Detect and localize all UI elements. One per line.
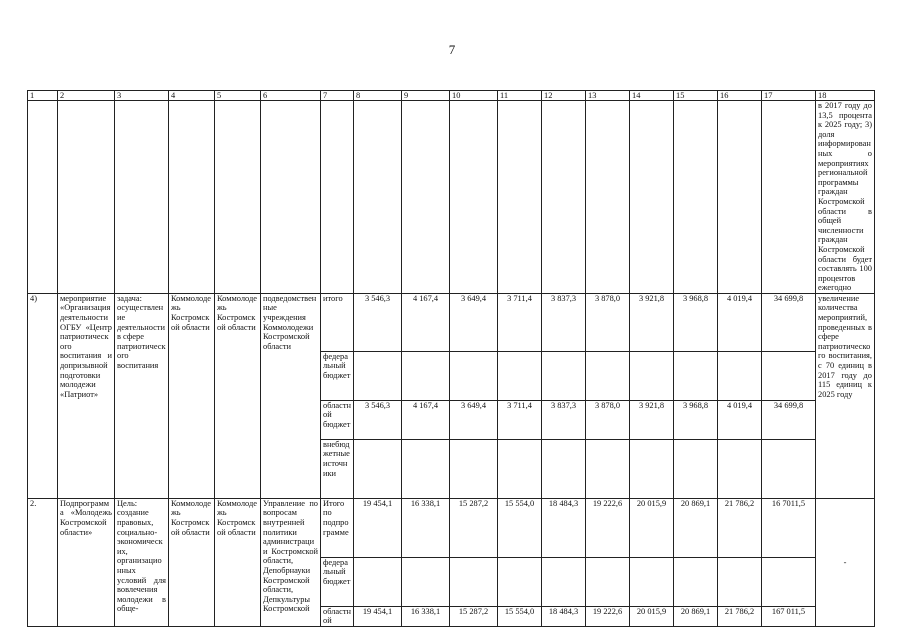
column-number-row — [28, 91, 875, 101]
goal-description: Цель: создание правовых, социально-экономических, организационных условий для вовлечения молодежи в обще- — [115, 498, 169, 626]
task-description: задача: осуществление деятельности в сфере патриотического воспитания — [115, 293, 169, 498]
column-number: 15 — [674, 91, 718, 101]
target-indicator-cell: - — [816, 498, 875, 626]
subprogram-name: Подпрограмма «Молодежь Костромской области» — [58, 498, 115, 626]
table-row — [28, 498, 875, 557]
amount-cell: 21 786,2 — [718, 606, 762, 626]
amount-cell: 20 015,9 — [630, 606, 674, 626]
column-number: 11 — [498, 91, 542, 101]
amount-cell: 20 869,1 — [674, 498, 718, 557]
column-number: 6 — [261, 91, 321, 101]
amount-cell: 15 287,2 — [450, 498, 498, 557]
amount-cell: 3 649,4 — [450, 293, 498, 351]
amount-cell: 18 484,3 — [542, 498, 586, 557]
funding-source: Итого по подпрограмме — [321, 498, 354, 557]
amount-cell: 3 921,8 — [630, 293, 674, 351]
column-number: 18 — [816, 91, 875, 101]
responsible-executor: Коммолодежь Костромской области — [169, 293, 215, 498]
column-number: 17 — [762, 91, 816, 101]
amount-cell: 18 484,3 — [542, 606, 586, 626]
column-number: 2 — [58, 91, 115, 101]
funding-source: областной — [321, 606, 354, 626]
amount-cell: 3 649,4 — [450, 400, 498, 439]
target-indicator-cell: в 2017 году до 13,5 процента к 2025 году; 3) доля информированных о мероприятиях региональной программы граждан Костромской области в общей численности граждан Костромской области будет составлять 100 процентов ежегодно — [816, 101, 875, 294]
column-number: 13 — [586, 91, 630, 101]
amount-cell: 4 019,4 — [718, 293, 762, 351]
target-indicator-cell: увеличение количества мероприятий, проведенных в сфере патриотического воспитания, с 70 единиц в 2017 году до 115 единиц к 2025 году — [816, 293, 875, 498]
responsible-executor: Коммолодежь Костромской области — [169, 498, 215, 626]
column-number: 5 — [215, 91, 261, 101]
amount-cell: 167 011,5 — [762, 606, 816, 626]
table-row — [28, 293, 875, 351]
funding-source: федеральный бюджет — [321, 351, 354, 400]
amount-cell: 16 338,1 — [402, 606, 450, 626]
column-number: 14 — [630, 91, 674, 101]
amount-cell: 21 786,2 — [718, 498, 762, 557]
amount-cell: 34 699,8 — [762, 293, 816, 351]
amount-cell: 19 222,6 — [586, 498, 630, 557]
amount-cell: 4 167,4 — [402, 293, 450, 351]
column-number: 8 — [354, 91, 402, 101]
amount-cell: 19 222,6 — [586, 606, 630, 626]
amount-cell: 34 699,8 — [762, 400, 816, 439]
amount-cell: 3 546,3 — [354, 293, 402, 351]
funding-source: федеральный бюджет — [321, 557, 354, 606]
column-number: 1 — [28, 91, 58, 101]
amount-cell: 3 711,4 — [498, 400, 542, 439]
participants: Управление по вопросам внутренней политики администрации Костромской области, Депобрнауки Костромской области, Депкультуры Костромской — [261, 498, 321, 626]
amount-cell: 15 554,0 — [498, 498, 542, 557]
funding-source: областной бюджет — [321, 400, 354, 439]
page-number: 7 — [448, 42, 456, 57]
amount-cell: 3 878,0 — [586, 293, 630, 351]
funding-source: внебюджетные источники — [321, 439, 354, 498]
amount-cell: 3 921,8 — [630, 400, 674, 439]
row-number: 2. — [28, 498, 58, 626]
amount-cell: 16 7011,5 — [762, 498, 816, 557]
amount-cell: 3 968,8 — [674, 293, 718, 351]
amount-cell: 4 167,4 — [402, 400, 450, 439]
amount-cell: 16 338,1 — [402, 498, 450, 557]
amount-cell: 20 015,9 — [630, 498, 674, 557]
amount-cell: 15 554,0 — [498, 606, 542, 626]
row-number: 4) — [28, 293, 58, 498]
amount-cell: 3 711,4 — [498, 293, 542, 351]
continuation-row — [28, 101, 875, 294]
column-number: 9 — [402, 91, 450, 101]
column-number: 7 — [321, 91, 354, 101]
participants: подведомственные учреждения Коммолодежи Костромской области — [261, 293, 321, 498]
amount-cell: 4 019,4 — [718, 400, 762, 439]
program-table — [27, 90, 875, 627]
amount-cell: 15 287,2 — [450, 606, 498, 626]
activity-name: мероприятие «Организация деятельности ОГБУ «Центр патриотического воспитания и допризывной подготовки молодежи «Патриот» — [58, 293, 115, 498]
column-number: 12 — [542, 91, 586, 101]
amount-cell: 3 837,3 — [542, 400, 586, 439]
amount-cell: 19 454,1 — [354, 498, 402, 557]
funding-source: итого — [321, 293, 354, 351]
column-number: 3 — [115, 91, 169, 101]
amount-cell: 19 454,1 — [354, 606, 402, 626]
amount-cell: 3 546,3 — [354, 400, 402, 439]
co-executor: Коммолодежь Костромской области — [215, 293, 261, 498]
amount-cell: 3 878,0 — [586, 400, 630, 439]
amount-cell: 3 837,3 — [542, 293, 586, 351]
column-number: 16 — [718, 91, 762, 101]
column-number: 10 — [450, 91, 498, 101]
amount-cell: 3 968,8 — [674, 400, 718, 439]
column-number: 4 — [169, 91, 215, 101]
amount-cell: 20 869,1 — [674, 606, 718, 626]
co-executor: Коммолодежь Костромской области — [215, 498, 261, 626]
